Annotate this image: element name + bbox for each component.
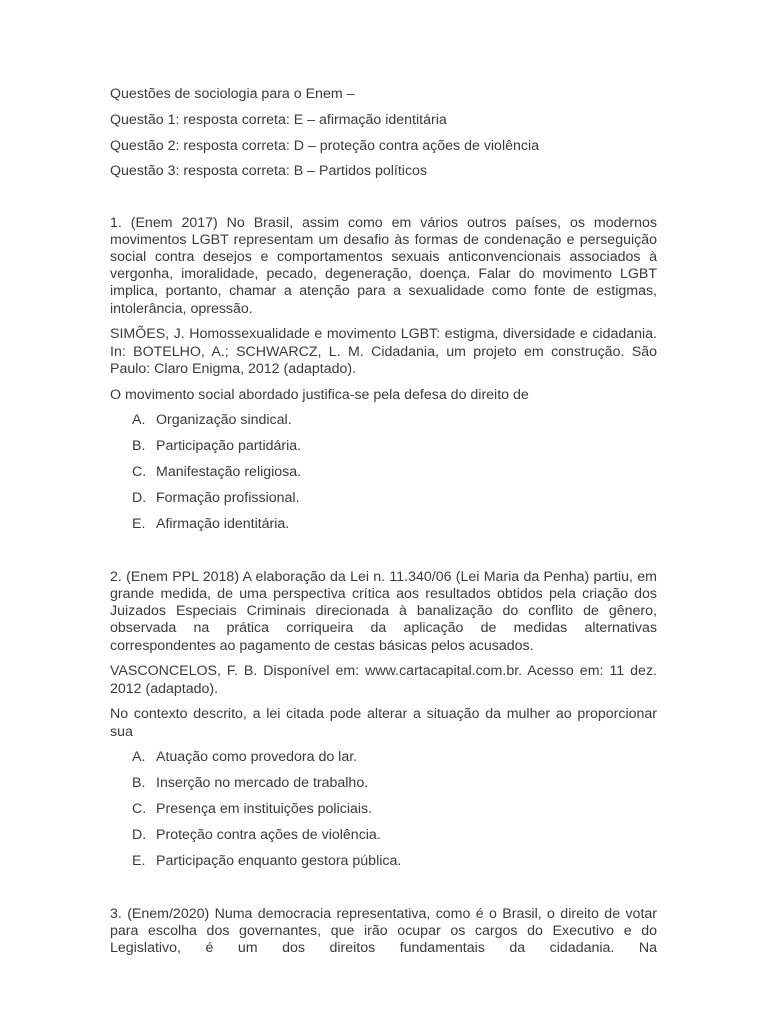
option-letter: B.: [132, 438, 146, 455]
option-item: [132, 438, 657, 455]
question-1: [110, 215, 657, 533]
option-item: [132, 464, 657, 481]
question-1-source: SIMÕES, J. Homossexualidade e movimento LGBT: estigma, diversidade e cidadania. In: BOTELHO, A.; SCHWARCZ, L. M. Cidadania, um projeto em construção. São Paulo: Claro Enigma, 2012 (adaptado).: [110, 326, 657, 377]
document-page: [110, 86, 657, 966]
option-letter: A.: [132, 412, 146, 429]
option-letter: B.: [132, 775, 146, 792]
question-3-statement: 3. (Enem/2020) Numa democracia representativa, como é o Brasil, o direito de votar para escolha dos governantes, que irão ocupar os cargos do Executivo e do Legislativo, é um dos direitos fundamentais da cidadania. Na: [110, 905, 657, 957]
option-item: [132, 490, 657, 507]
option-text: Proteção contra ações de violência.: [156, 826, 381, 843]
option-letter: C.: [132, 801, 147, 817]
option-text: Atuação como provedora do lar.: [156, 749, 358, 766]
question-1-options: [110, 412, 657, 532]
option-item: [132, 801, 657, 818]
question-2-source: VASCONCELOS, F. B. Disponível em: www.cartacapital.com.br. Acesso em: 11 dez. 2012 (adaptado).: [110, 663, 657, 697]
option-letter: E.: [132, 515, 146, 532]
option-item: [132, 516, 657, 533]
option-item: [132, 749, 657, 766]
question-1-statement: 1. (Enem 2017) No Brasil, assim como em vários outros países, os modernos movimentos LGBT representam um desafio às formas de condenação e perseguição social contra desejos e comportamentos sexuais anticonvencionais associados à vergonha, imoralidade, pecado, degeneração, doença. Falar do movimento LGBT implica, portanto, chamar a atenção para a sexualidade como fonte de estigmas, intolerância, opressão.: [110, 214, 657, 317]
option-letter: D.: [132, 826, 147, 843]
question-1-prompt: O movimento social abordado justifica-se pela defesa do direito de: [110, 386, 529, 403]
option-text: Afirmação identitária.: [156, 515, 290, 532]
answer-summary: [110, 86, 657, 181]
option-text: Participação partidária.: [156, 438, 302, 455]
option-item: [132, 775, 657, 792]
option-text: Organização sindical.: [156, 412, 292, 429]
question-2-options: [110, 749, 657, 869]
answer-line-3: Questão 3: resposta correta: B – Partidos políticos: [110, 163, 428, 180]
option-letter: A.: [132, 749, 146, 766]
option-item: [132, 853, 657, 870]
option-letter: C.: [132, 464, 147, 480]
question-3: [110, 906, 657, 958]
option-item: [132, 827, 657, 844]
option-item: [132, 412, 657, 429]
summary-title: Questões de sociologia para o Enem –: [110, 86, 355, 102]
option-text: Manifestação religiosa.: [156, 464, 302, 480]
answer-line-1: Questão 1: resposta correta: E – afirmação identitária: [110, 111, 447, 128]
option-text: Presença em instituições policiais.: [156, 801, 373, 817]
question-2-statement: 2. (Enem PPL 2018) A elaboração da Lei n. 11.340/06 (Lei Maria da Penha) partiu, em grande medida, de uma perspectiva crítica aos resultados obtidos pela criação dos Juizados Especiais Criminais direcionada à banalização do conflito de gênero, observada na prática corriqueira da aplicação de medidas alternativas correspondentes ao pagamento de cestas básicas pelos acusados.: [110, 568, 657, 654]
option-letter: E.: [132, 852, 146, 869]
question-2: [110, 569, 657, 870]
question-2-prompt: No contexto descrito, a lei citada pode alterar a situação da mulher ao proporcionar sua: [110, 706, 657, 740]
option-letter: D.: [132, 489, 147, 506]
answer-line-2: Questão 2: resposta correta: D – proteção contra ações de violência: [110, 137, 540, 154]
option-text: Participação enquanto gestora pública.: [156, 852, 402, 869]
option-text: Formação profissional.: [156, 489, 300, 506]
option-text: Inserção no mercado de trabalho.: [156, 775, 369, 792]
